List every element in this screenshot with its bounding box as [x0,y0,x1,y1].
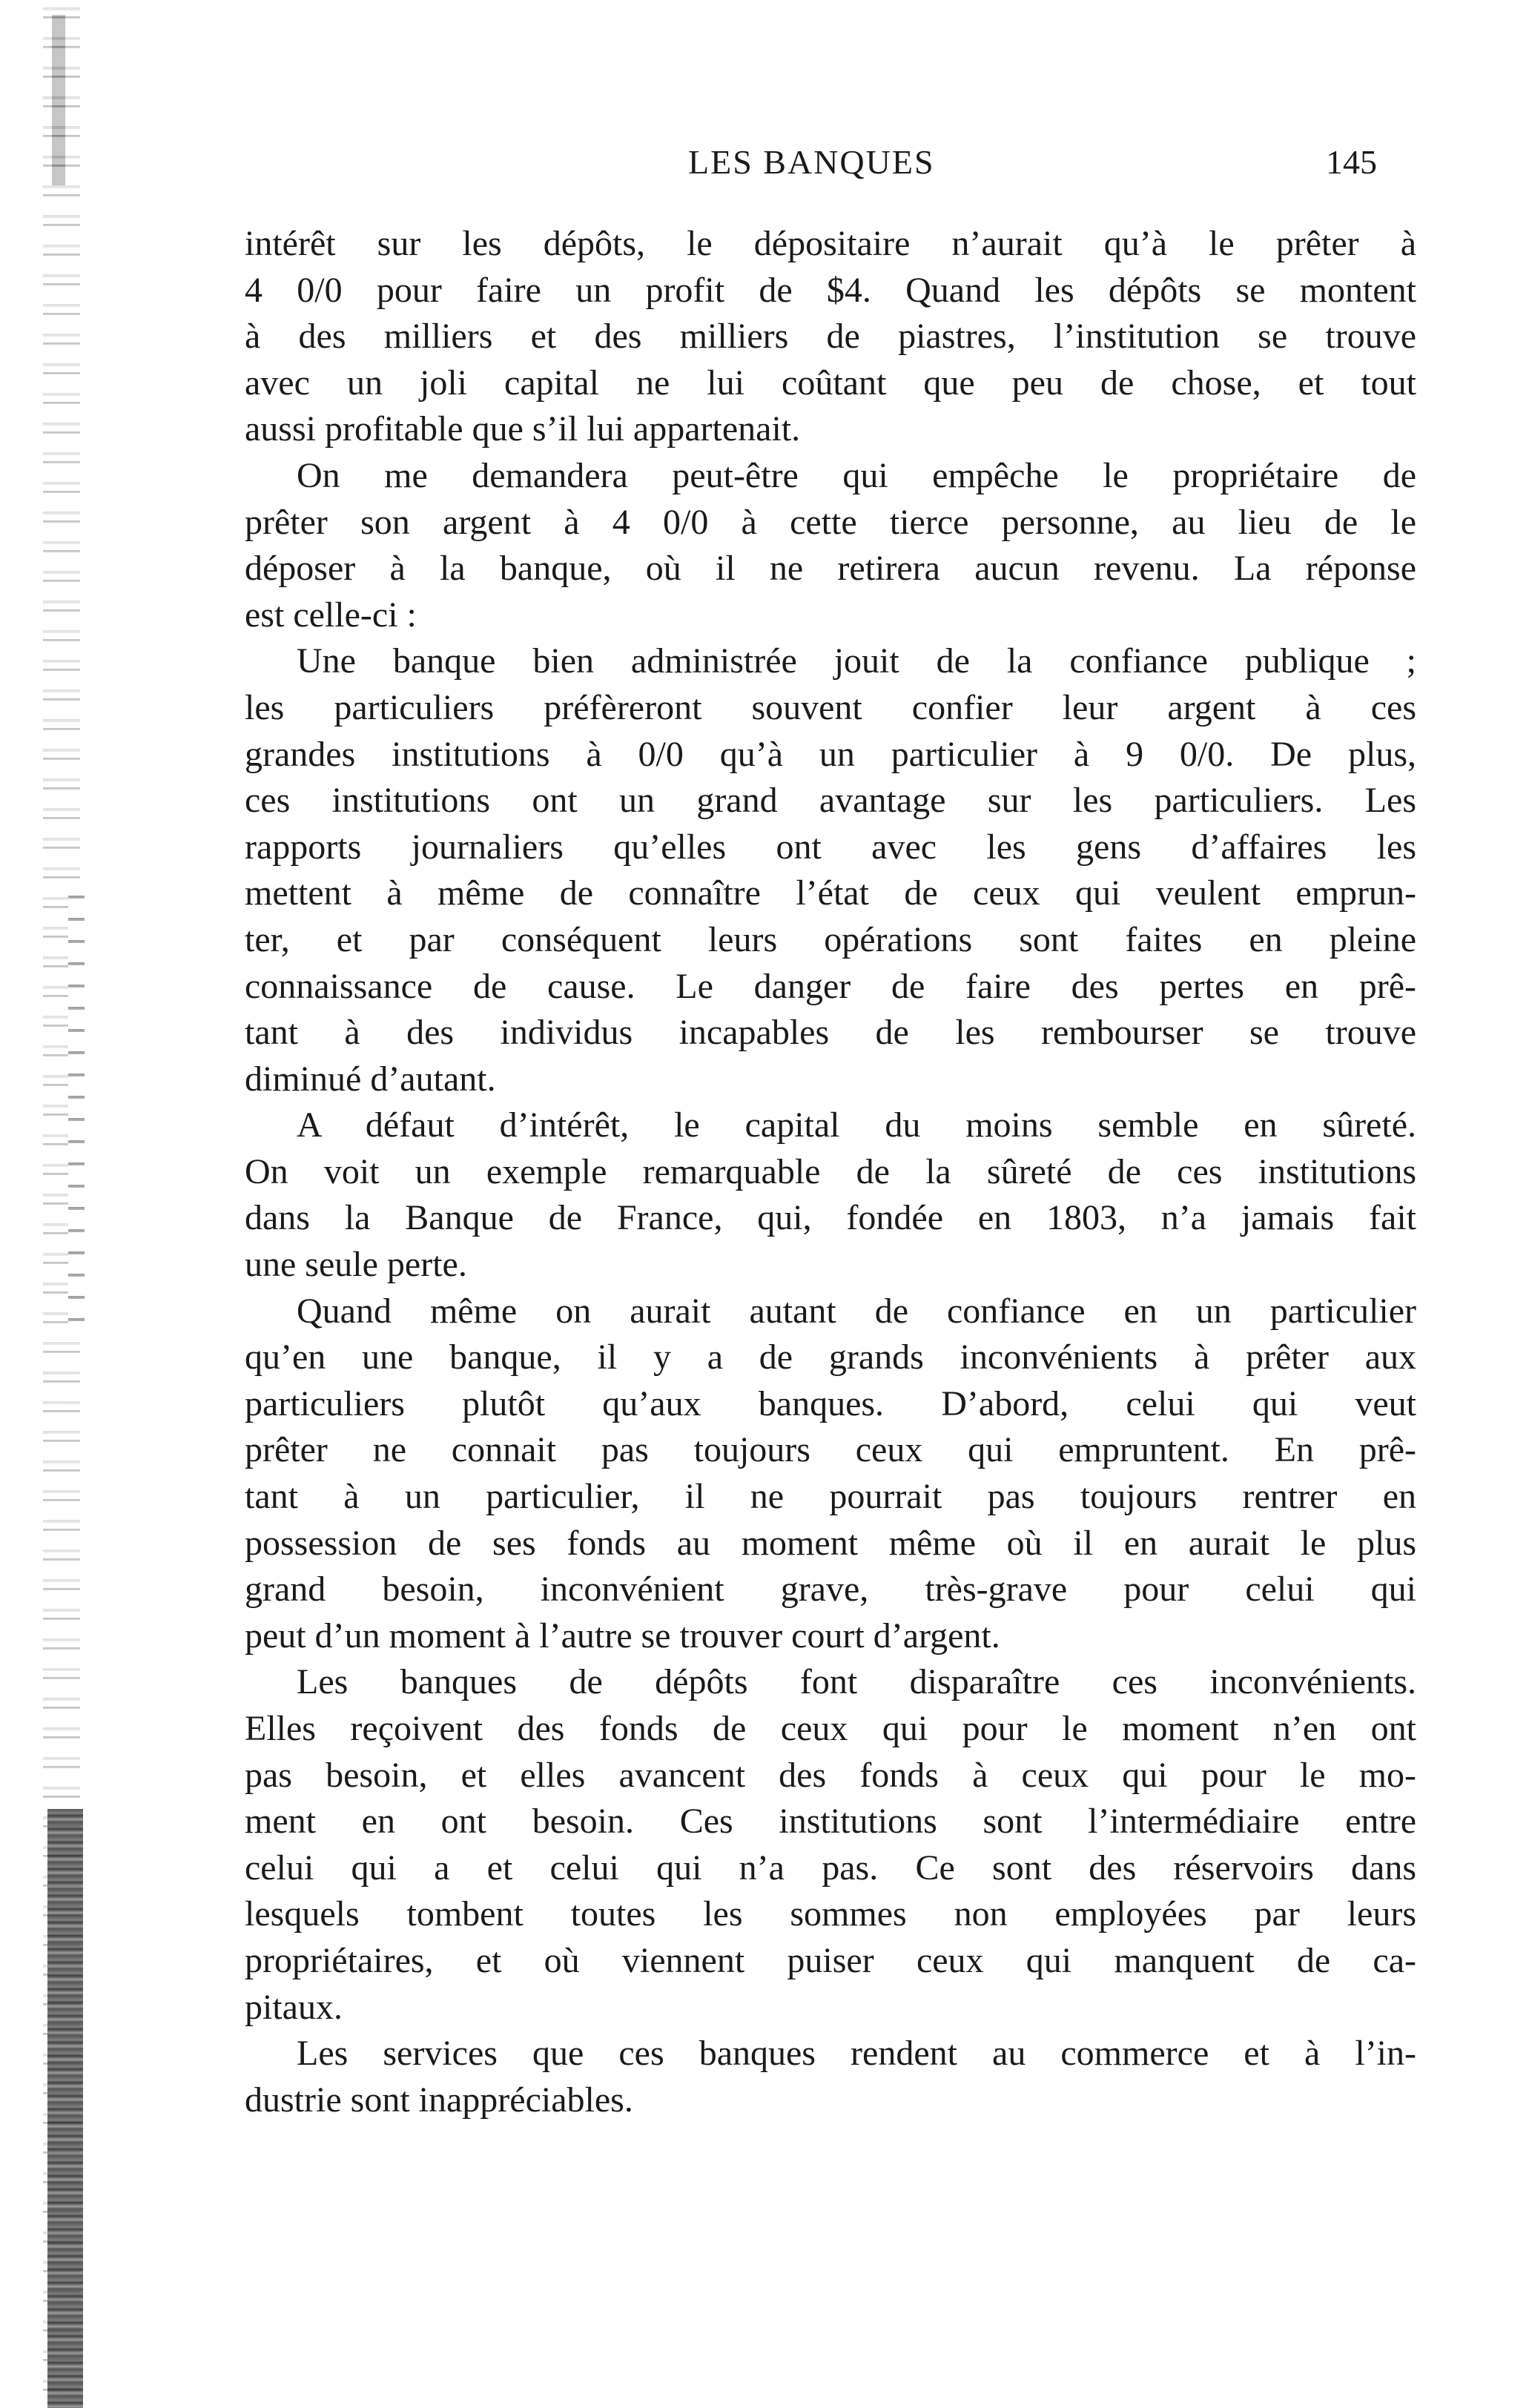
text-line: dans la Banque de France, qui, fondée en 1803, n’a jamais fait [245,1198,1416,1238]
text-line: lesquels tombent toutes les sommes non employées par leurs [245,1894,1416,1934]
text-line: ment en ont besoin. Ces institutions sont l’intermédiaire entre [245,1802,1416,1842]
text-line: Quand même on aurait autant de confiance en un particulier [297,1291,1416,1331]
text-line: rapports journaliers qu’elles ont avec les gens d’affaires les [245,827,1416,867]
text-line: tant à un particulier, il ne pourrait pas toujours rentrer en [245,1477,1416,1517]
text-line: A défaut d’intérêt, le capital du moins semble en sûreté. [297,1105,1416,1145]
page-number: 145 [1326,143,1377,181]
text-line: On voit un exemple remarquable de la sûreté de ces institutions [245,1151,1416,1191]
text-line: pas besoin, et elles avancent des fonds à ceux qui pour le mo- [245,1755,1416,1795]
running-head [0,142,1529,202]
text-line: ter, et par conséquent leurs opérations sont faites en pleine [245,919,1416,959]
text-line: Les banques de dépôts font disparaître ces inconvénients. [297,1662,1416,1702]
text-line: à des milliers et des milliers de piastres, l’institution se trouve [245,317,1416,357]
text-line: pitaux. [245,1987,343,2027]
text-line: prêter ne connait pas toujours ceux qui empruntent. En prê- [245,1430,1416,1470]
text-line: est celle-ci : [245,595,417,635]
text-line: grandes institutions à 0/0 qu’à un particulier à 9 0/0. De plus, [245,734,1416,774]
body-text [245,221,1416,2123]
text-line: prêter son argent à 4 0/0 à cette tierce personne, au lieu de le [245,502,1416,542]
text-line: propriétaires, et où viennent puiser ceux qui manquent de ca- [245,1940,1416,1980]
binding-speckle-middle [68,890,85,1334]
text-line: Elles reçoivent des fonds de ceux qui pour le moment n’en ont [245,1709,1416,1748]
text-line: possession de ses fonds au moment même où il en aurait le plus [245,1523,1416,1563]
text-line: celui qui a et celui qui n’a pas. Ce sont des réservoirs dans [245,1848,1416,1888]
text-line: Les services que ces banques rendent au commerce et à l’in- [297,2034,1416,2074]
text-line: Une banque bien administrée jouit de la confiance publique ; [297,641,1416,681]
text-line: dustrie sont inappréciables. [245,2080,633,2120]
text-line: avec un joli capital ne lui coûtant que peu de chose, et tout [245,363,1416,403]
text-line: déposer à la banque, où il ne retirera aucun revenu. La réponse [245,549,1416,589]
text-line: mettent à même de connaître l’état de ceux qui veulent emprun- [245,873,1416,913]
text-line: connaissance de cause. Le danger de faire des pertes en prê- [245,966,1416,1006]
text-line: particuliers plutôt qu’aux banques. D’abord, celui qui veut [245,1383,1416,1423]
text-line: diminué d’autant. [245,1059,496,1099]
text-line: intérêt sur les dépôts, le dépositaire n’aurait qu’à le prêter à [245,224,1416,263]
text-line: 4 0/0 pour faire un profit de $4. Quand les dépôts se montent [245,270,1416,310]
text-line: qu’en une banque, il y a de grands inconvénients à prêter aux [245,1337,1416,1377]
text-line: tant à des individus incapables de les rembourser se trouve [245,1013,1416,1053]
text-line: On me demandera peut-être qui empêche le propriétaire de [297,455,1416,495]
scanned-binding-edge [0,0,111,2408]
text-line: les particuliers préfèreront souvent confier leur argent à ces [245,687,1416,727]
running-title: LES BANQUES [688,143,935,181]
text-line: aussi profitable que s’il lui appartenait. [245,409,801,449]
binding-shadow-bottom [47,1809,83,2408]
text-line: grand besoin, inconvénient grave, très-grave pour celui qui [245,1570,1416,1610]
text-line: peut d’un moment à l’autre se trouver court d’argent. [245,1615,1000,1656]
text-line: ces institutions ont un grand avantage sur les particuliers. Les [245,781,1416,821]
text-line: une seule perte. [245,1245,467,1285]
